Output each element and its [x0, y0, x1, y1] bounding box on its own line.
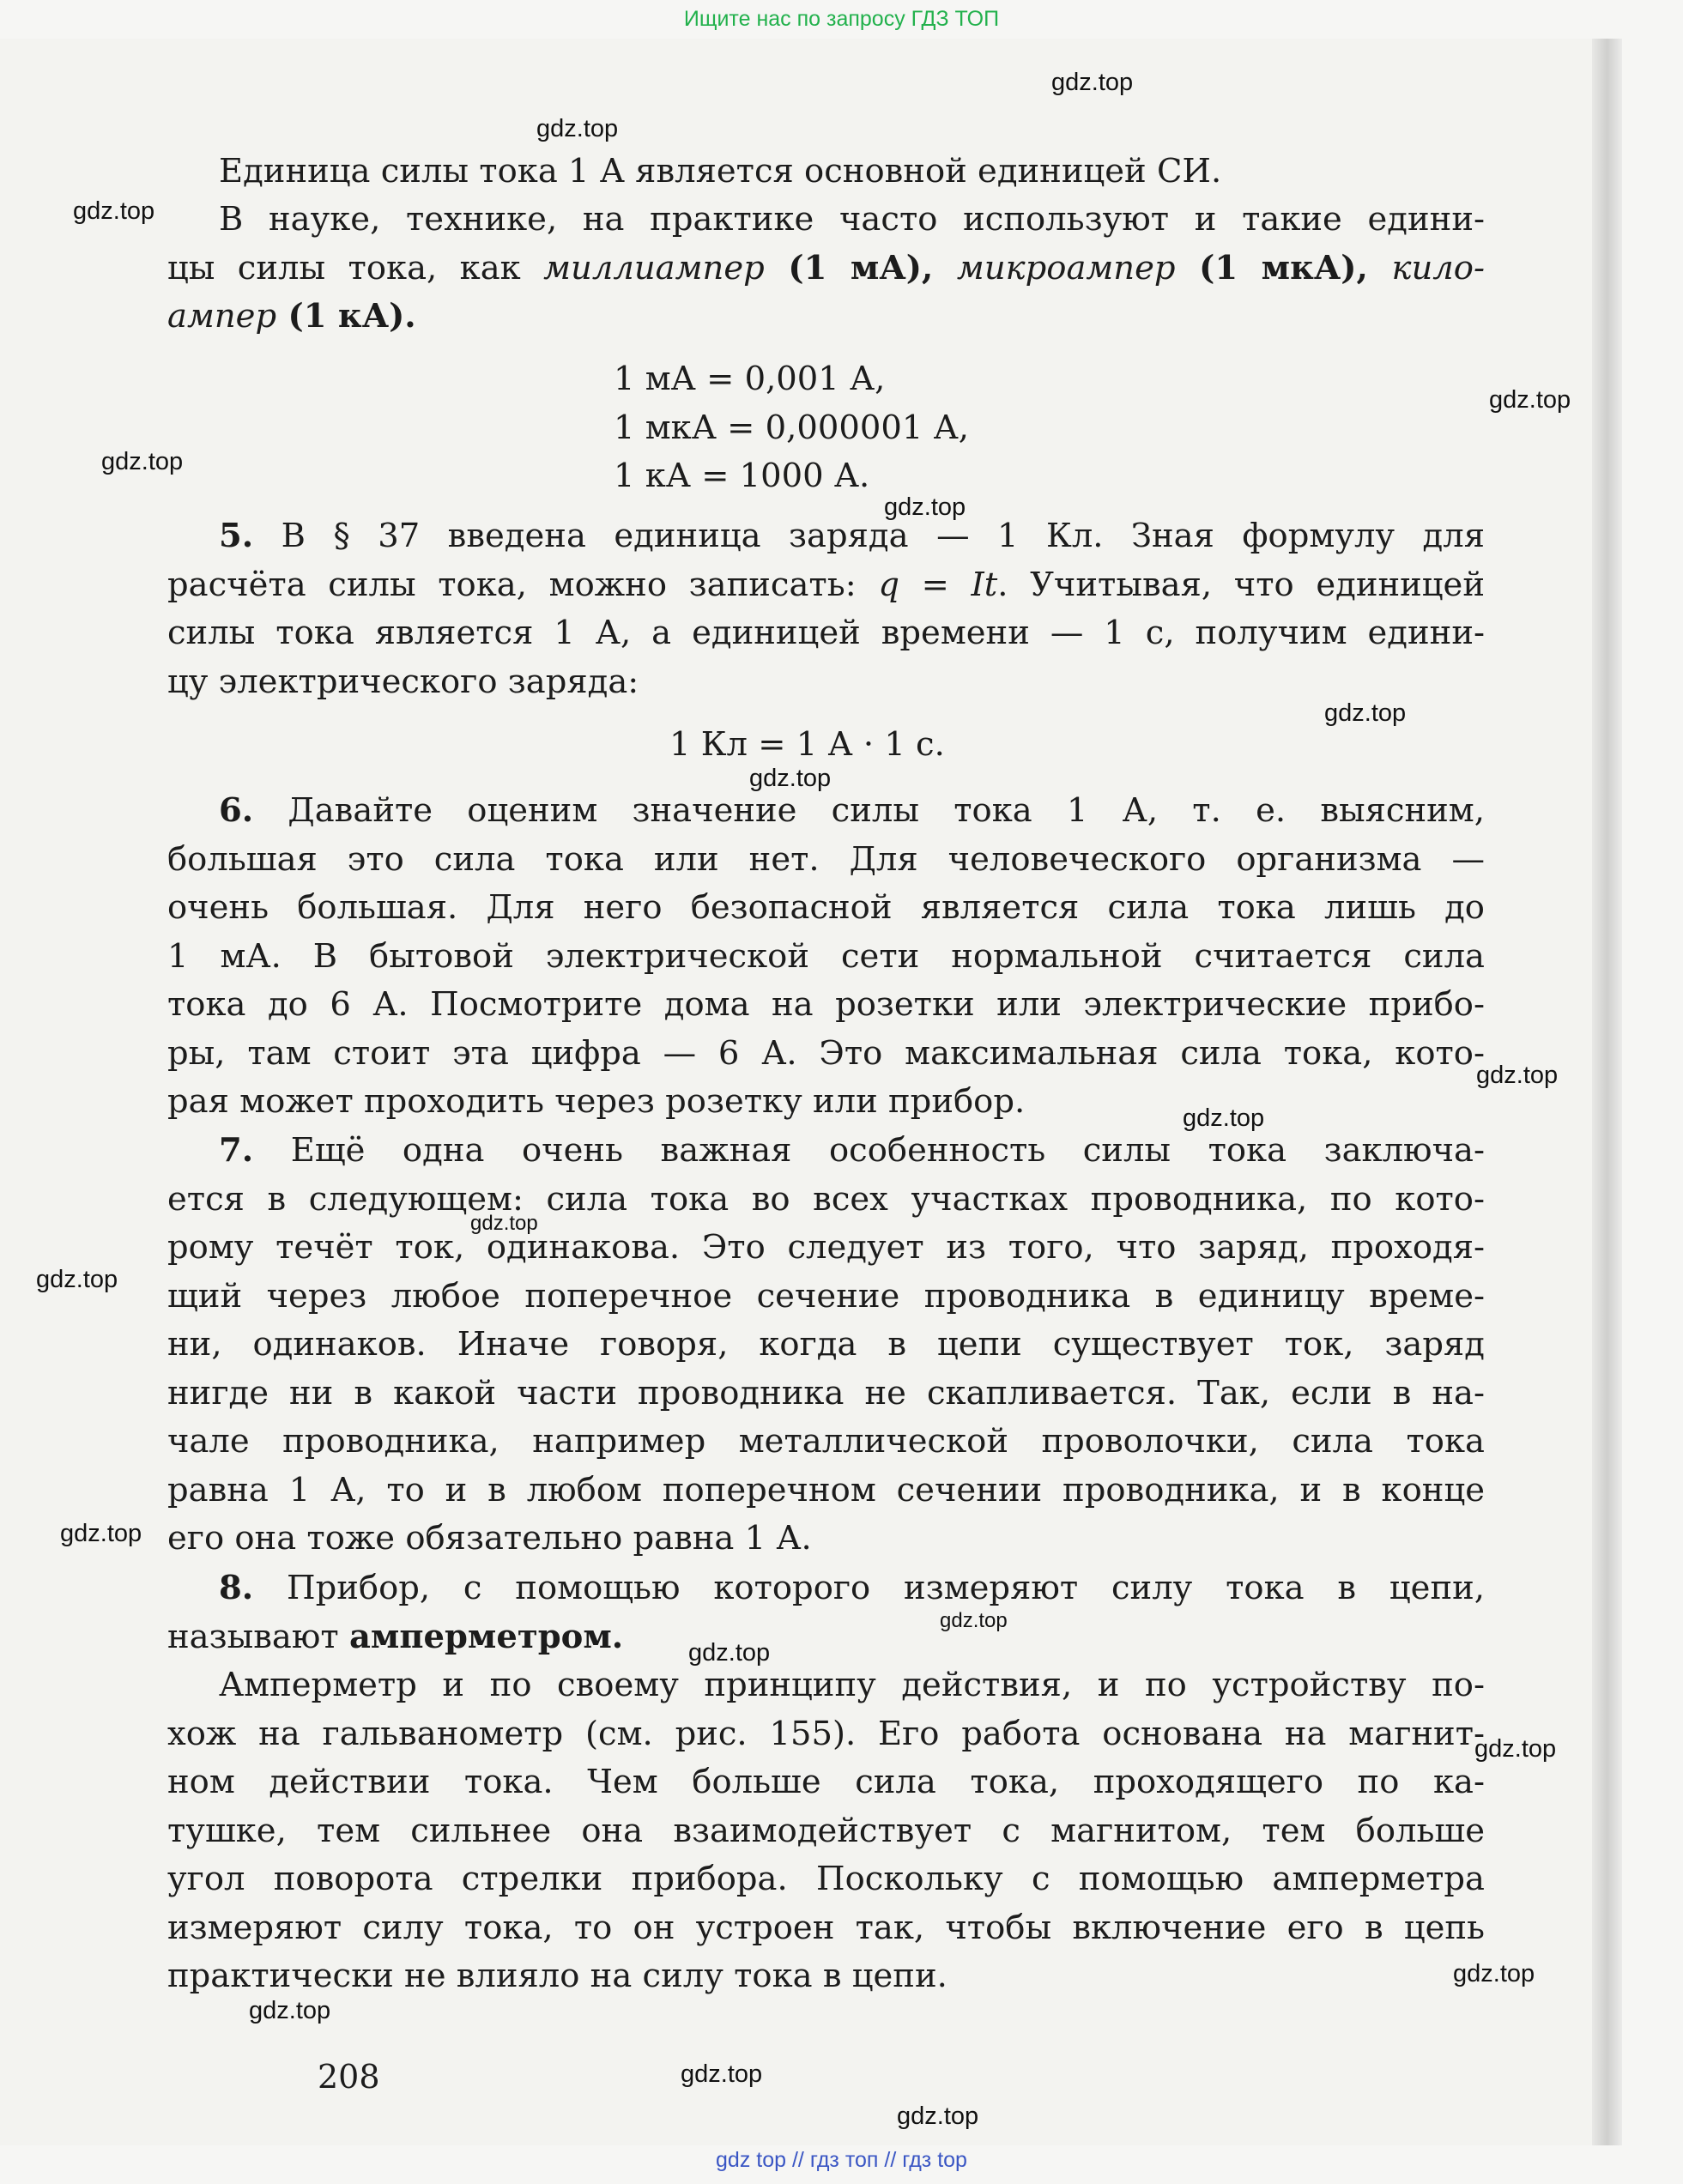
text-segment: Прибор, с помощью которого измеряют силу тока в цепи,	[253, 1569, 1485, 1607]
text-segment: =	[899, 565, 972, 604]
watermark: gdz.top	[1051, 69, 1134, 96]
text-segment: (1 мА),	[764, 248, 957, 287]
text-line: ном действии тока. Чем больше сила тока, проходящего по ка-	[167, 1763, 1485, 1801]
paragraph-7	[167, 1127, 1485, 1564]
text-line	[167, 561, 1485, 610]
text-line	[167, 245, 1485, 293]
text-line: В науке, технике, на практике часто используют и такие едини-	[219, 200, 1485, 239]
text-segment: цы силы тока, как	[167, 248, 544, 287]
text-line	[167, 512, 1485, 561]
paragraph-number: 6.	[219, 791, 254, 830]
paragraph-2	[167, 196, 1485, 342]
text-line	[167, 1564, 1485, 1613]
term-milliampere: миллиампер	[543, 248, 765, 287]
watermark: gdz.top	[884, 493, 966, 521]
coulomb-formula	[669, 721, 1099, 770]
text-line	[167, 787, 1485, 836]
top-banner[interactable]: Ищите нас по запросу ГДЗ ТОП	[683, 7, 1000, 31]
text-segment: Давайте оценим значение силы тока 1 А, т. е. выясним,	[253, 791, 1485, 830]
text-line: Амперметр и по своему принципу действия, и по устройству по-	[219, 1666, 1485, 1704]
paragraph-number: 5.	[219, 517, 254, 555]
paragraph-number: 7.	[219, 1131, 254, 1170]
watermark: gdz.top	[536, 115, 619, 142]
text-line: рая может проходить через розетку или прибор.	[167, 1082, 1026, 1121]
watermark: gdz.top	[1476, 1062, 1559, 1089]
text-line: большая это сила тока или нет. Для человеческого организма —	[167, 839, 1485, 879]
watermark: gdz.top	[897, 2102, 979, 2130]
text-line: тушке, тем сильнее она взаимодействует с магнитом, тем больше	[167, 1811, 1485, 1850]
formula-coulomb: 1 Кл = 1 А · 1 с.	[669, 725, 945, 764]
text-line: практически не влияло на силу тока в цепи.	[167, 1957, 947, 1995]
watermark: gdz.top	[101, 448, 184, 475]
text-segment: (1 кА).	[276, 297, 416, 336]
watermark: gdz.top	[1474, 1735, 1557, 1763]
watermark: gdz.top	[1453, 1960, 1535, 1987]
text-line: измеряют силу тока, то он устроен так, чтобы включение его в цепь	[167, 1908, 1485, 1947]
text-line: очень большая. Для него безопасной является сила тока лишь до	[167, 888, 1485, 927]
watermark: gdz.top	[749, 765, 832, 792]
text-line: 1 мА. В бытовой электрической сети нормальной считается сила	[167, 936, 1485, 976]
watermark: gdz.top	[249, 1997, 331, 2024]
text-line: ры, там стоит эта цифра — 6 А. Это максимальная сила тока, кото-	[167, 1033, 1485, 1073]
paragraph-8	[167, 1564, 1485, 1661]
text-line: нигде ни в какой части проводника не скапливается. Так, если в на-	[167, 1373, 1485, 1413]
text-segment: называют	[167, 1617, 349, 1656]
text-line: тока до 6 А. Посмотрите дома на розетки или электрические прибо-	[167, 985, 1485, 1024]
text-segment: (1 мкА),	[1175, 248, 1392, 287]
symbol-It: It	[971, 565, 998, 604]
text-line: щий через любое поперечное сечение проводника в единицу време-	[167, 1276, 1485, 1316]
text-line: его она тоже обязательно равна 1 А.	[167, 1519, 812, 1558]
text-segment: В § 37 введена единица заряда — 1 Кл. Зная формулу для	[253, 517, 1485, 555]
text-line	[167, 1127, 1485, 1176]
formula-kiloampere: 1 кА = 1000 А.	[614, 457, 870, 495]
watermark: gdz.top	[681, 2060, 763, 2088]
text-segment: Ещё одна очень важная особенность силы тока заключа-	[253, 1131, 1485, 1170]
unit-formulas	[614, 355, 1214, 501]
text-line	[167, 1613, 1485, 1662]
text-line: ни, одинаков. Иначе говоря, когда в цепи существует ток, заряд	[167, 1325, 1485, 1364]
text-line	[167, 293, 1485, 342]
paragraph-number: 8.	[219, 1569, 254, 1607]
watermark: gdz.top	[36, 1266, 118, 1293]
text-line: Единица силы тока 1 А является основной единицей СИ.	[219, 152, 1222, 191]
paragraph-1	[167, 148, 1485, 197]
formula-milliampere: 1 мА = 0,001 А,	[614, 360, 886, 398]
text-segment: . Учитывая, что единицей	[997, 565, 1485, 604]
paragraph-9	[167, 1661, 1485, 2001]
watermark: gdz.top	[60, 1520, 142, 1547]
text-line: ется в следующем: сила тока во всех участках проводника, по кото-	[167, 1179, 1485, 1219]
watermark: gdz.top	[1183, 1104, 1265, 1132]
watermark: gdz.top	[73, 197, 155, 225]
formula-microampere: 1 мкА = 0,000001 А,	[614, 408, 969, 447]
text-line: силы тока является 1 А, а единицей времени — 1 с, получим едини-	[167, 614, 1485, 652]
paragraph-6	[167, 787, 1485, 1127]
bottom-banner[interactable]: gdz top // гдз топ // гдз top	[716, 2148, 967, 2172]
text-line: равна 1 А, то и в любом поперечном сечении проводника, и в конце	[167, 1470, 1485, 1509]
watermark: gdz.top	[1489, 386, 1571, 414]
term-ammeter: амперметром.	[348, 1617, 624, 1656]
term-kiloampere-part: кило-	[1391, 248, 1485, 287]
text-line: угол поворота стрелки прибора. Поскольку с помощью амперметра	[167, 1860, 1485, 1898]
text-line: рому течёт ток, одинакова. Это следует из того, что заряд, проходя-	[167, 1228, 1485, 1267]
text-line: хож на гальванометр (см. рис. 155). Его работа основана на магнит-	[167, 1714, 1485, 1753]
text-segment: расчёта силы тока, можно записать:	[167, 565, 879, 604]
paragraph-5	[167, 512, 1485, 706]
text-line: чале проводника, например металлической проволочки, сила тока	[167, 1422, 1485, 1461]
page-edge-shadow	[1592, 39, 1622, 2145]
watermark: gdz.top	[688, 1639, 771, 1667]
watermark: gdz.top	[940, 1609, 1008, 1632]
page-number: 208	[318, 2058, 380, 2096]
symbol-q: q	[878, 565, 899, 604]
watermark: gdz.top	[1324, 699, 1407, 727]
term-kiloampere-part: ампер	[167, 297, 277, 336]
text-line: цу электрического заряда:	[167, 662, 639, 701]
term-microampere: микроампер	[956, 248, 1176, 287]
watermark: gdz.top	[470, 1212, 538, 1235]
